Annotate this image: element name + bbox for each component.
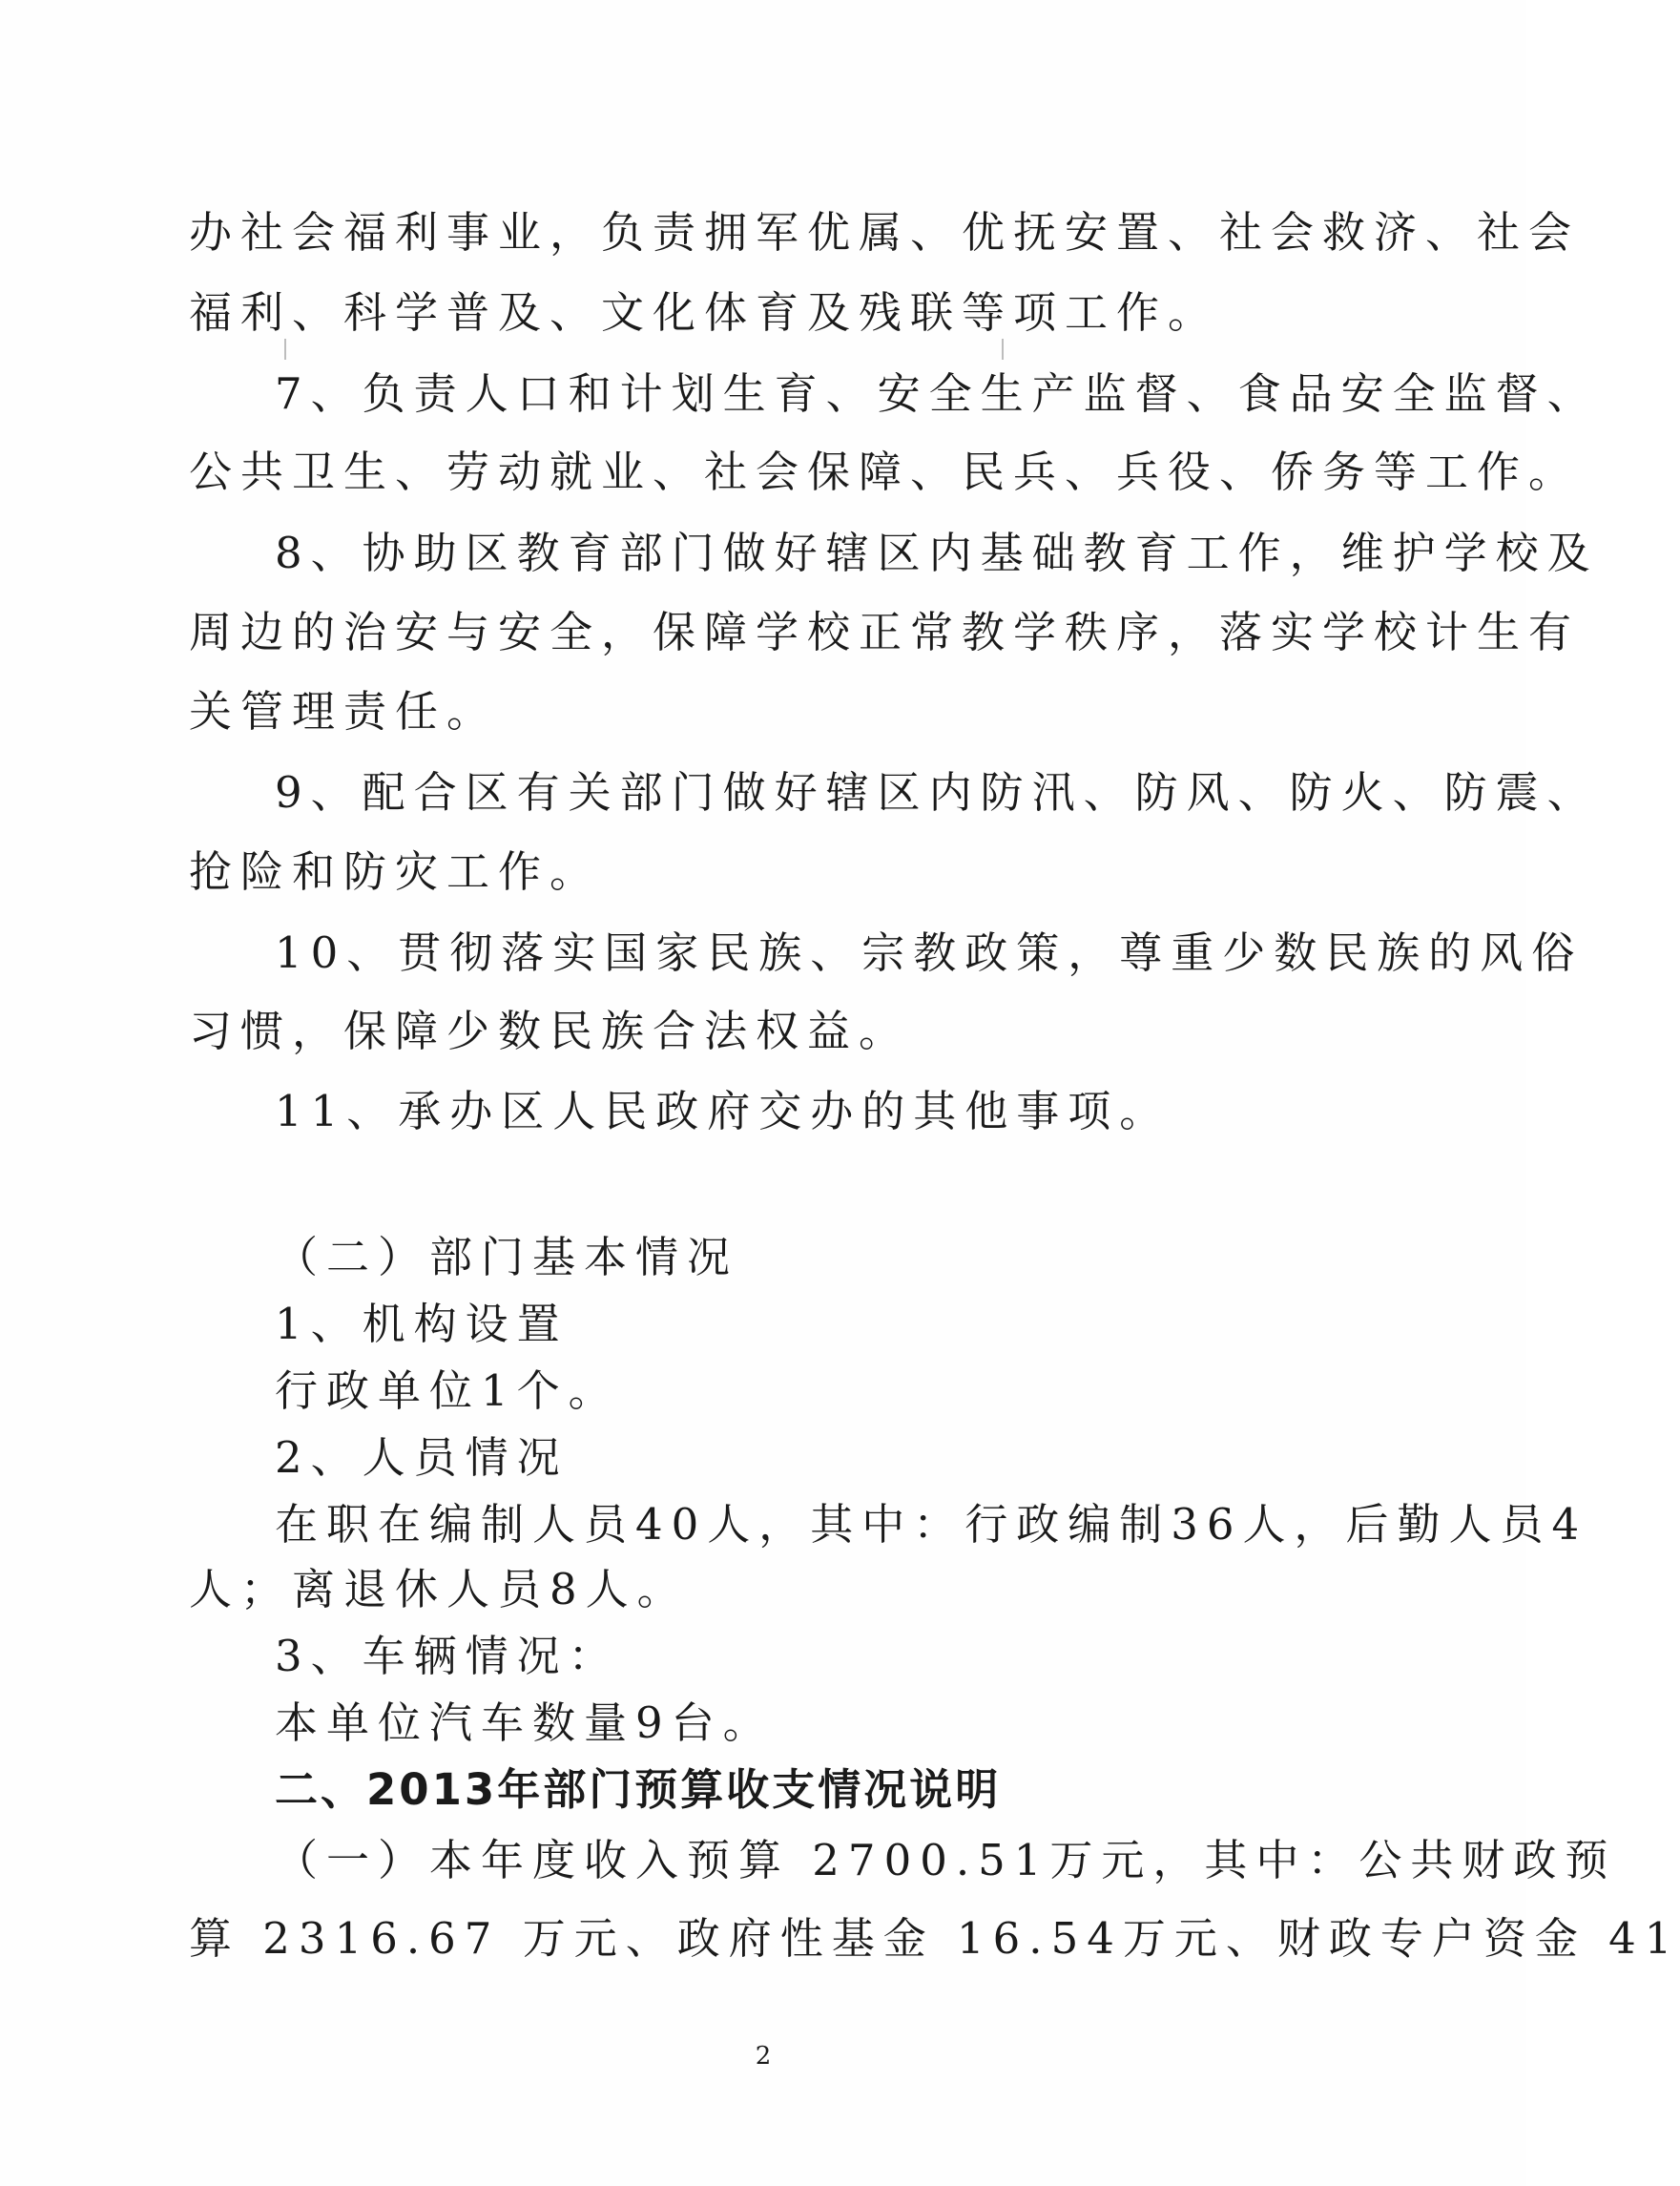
paragraph-line: 抢险和防灾工作。 <box>189 846 602 897</box>
paragraph-line: 9、配合区有关部门做好辖区内防汛、防风、防火、防震、 <box>275 767 1599 818</box>
section-subheading: （二）部门基本情况 <box>275 1232 739 1282</box>
paragraph-line: （一）本年度收入预算 2700.51万元，其中：公共财政预 <box>275 1835 1617 1885</box>
item-heading: 2、人员情况 <box>275 1432 569 1483</box>
paragraph-line: 习惯，保障少数民族合法权益。 <box>189 1006 911 1056</box>
paragraph-line: 福利、科学普及、文化体育及残联等项工作。 <box>189 287 1220 338</box>
paragraph-line: 人；离退休人员8人。 <box>189 1564 689 1614</box>
section-heading: 二、2013年部门预算收支情况说明 <box>275 1764 1002 1815</box>
paragraph-line: 办社会福利事业，负责拥军优属、优抚安置、社会救济、社会 <box>189 207 1581 258</box>
paragraph-line: 公共卫生、劳动就业、社会保障、民兵、兵役、侨务等工作。 <box>189 447 1581 497</box>
item-heading: 3、车辆情况： <box>275 1631 620 1681</box>
paragraph-line: 行政单位1个。 <box>275 1365 620 1416</box>
paragraph-line: 关管理责任。 <box>189 686 499 737</box>
scan-mark <box>284 339 286 360</box>
scan-mark <box>1002 339 1004 360</box>
paragraph-line: 周边的治安与安全，保障学校正常教学秩序，落实学校计生有 <box>189 607 1581 657</box>
paragraph-line: 在职在编制人员40人，其中：行政编制36人，后勤人员4 <box>275 1499 1588 1550</box>
paragraph-line: 10、贯彻落实国家民族、宗教政策，尊重少数民族的风俗 <box>275 927 1584 978</box>
paragraph-line: 11、承办区人民政府交办的其他事项。 <box>275 1086 1172 1136</box>
paragraph-line: 算 2316.67 万元、政府性基金 16.54万元、财政专户资金 41 <box>189 1913 1680 1964</box>
paragraph-line: 本单位汽车数量9台。 <box>275 1697 775 1748</box>
paragraph-line: 7、负责人口和计划生育、安全生产监督、食品安全监督、 <box>275 368 1599 419</box>
page-number: 2 <box>755 2042 772 2071</box>
paragraph-line: 8、协助区教育部门做好辖区内基础教育工作，维护学校及 <box>275 528 1599 578</box>
item-heading: 1、机构设置 <box>275 1299 569 1349</box>
